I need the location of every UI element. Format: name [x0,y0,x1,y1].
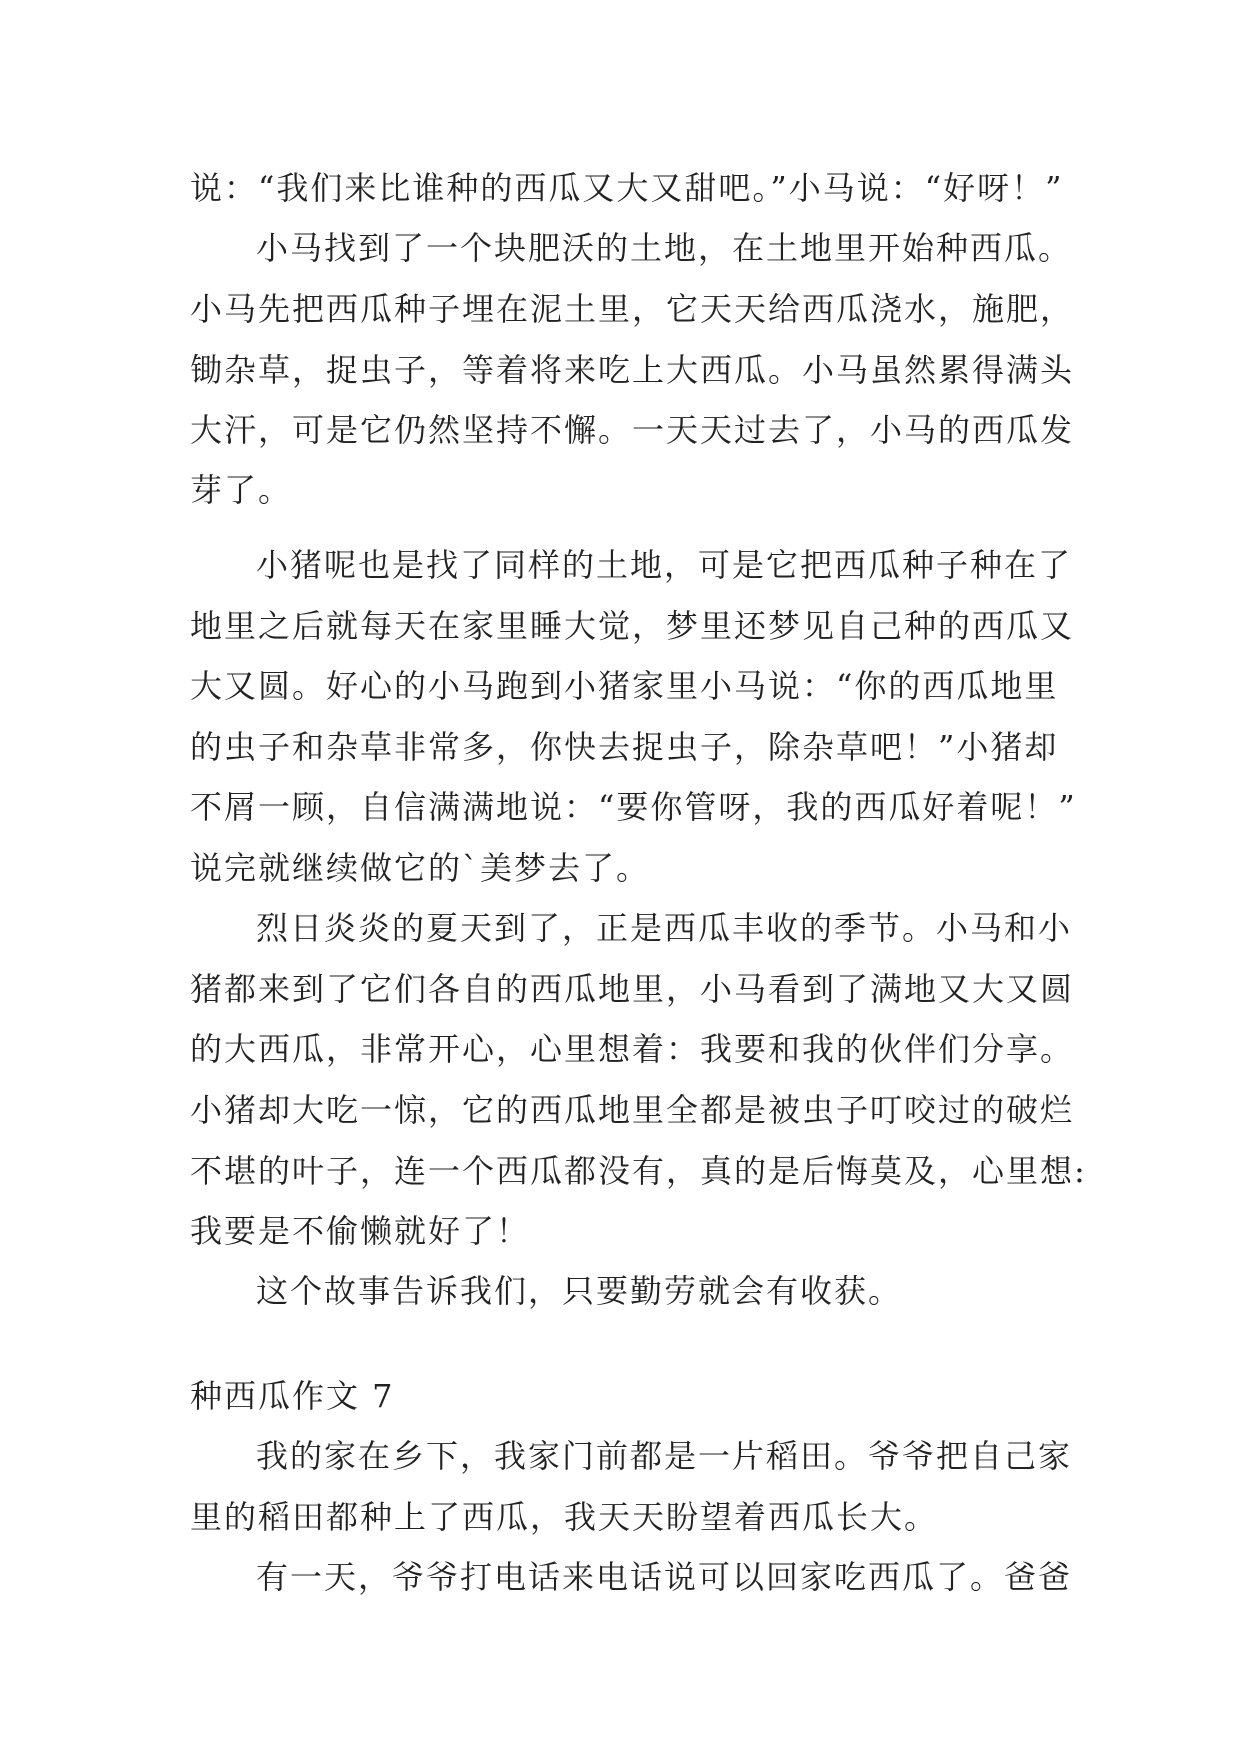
text-line: 说：“我们来比谁种的西瓜又大又甜吧。”小马说：“好呀！” [190,169,1064,207]
text-line: 里的稻田都种上了西瓜，我天天盼望着西瓜长大。 [190,1498,939,1536]
text-line: 大汗，可是它仍然坚持不懈。一天天过去了，小马的西瓜发 [190,411,1075,449]
text-line: 我要是不偷懒就好了！ [190,1212,531,1250]
paragraph-start-line: 小猪呢也是找了同样的土地，可是它把西瓜种子种在了 [256,546,1073,584]
text-line: 猪都来到了它们各自的西瓜地里，小马看到了满地又大又圆 [190,970,1075,1008]
text-line: 小马先把西瓜种子埋在泥土里，它天天给西瓜浇水，施肥， [190,290,1075,328]
paragraph-start-line: 我的家在乡下，我家门前都是一片稻田。爷爷把自己家 [256,1437,1073,1475]
text-line: 小猪却大吃一惊，它的西瓜地里全都是被虫子叮咬过的破烂 [190,1091,1075,1129]
text-line: 不屑一顾，自信满满地说：“要你管呀，我的西瓜好着呢！” [190,788,1077,826]
text-line: 地里之后就每天在家里睡大觉，梦里还梦见自己种的西瓜又 [190,607,1075,645]
paragraph-start-line: 小马找到了一个块肥沃的土地，在土地里开始种西瓜。 [256,229,1073,267]
text-line: 说完就继续做它的`美梦去了。 [190,849,651,887]
text-line: 的虫子和杂草非常多，你快去捉虫子，除杂草吧！”小猪却 [190,728,1059,766]
text-line: 不堪的叶子，连一个西瓜都没有，真的是后悔莫及，心里想: [190,1152,1087,1190]
text-line: 大又圆。好心的小马跑到小猪家里小马说：“你的西瓜地里 [190,667,1059,705]
section-heading: 种西瓜作文 7 [190,1377,395,1415]
text-line: 锄杂草，捉虫子，等着将来吃上大西瓜。小马虽然累得满头 [190,351,1075,389]
paragraph-start-line: 这个故事告诉我们，只要勤劳就会有收获。 [256,1272,903,1310]
text-line: 芽了。 [190,471,293,509]
text-line: 的大西瓜，非常开心，心里想着：我要和我的伙伴们分享。 [190,1030,1075,1068]
paragraph-start-line: 烈日炎炎的夏天到了，正是西瓜丰收的季节。小马和小 [256,909,1073,947]
paragraph-start-line: 有一天，爷爷打电话来电话说可以回家吃西瓜了。爸爸 [256,1558,1073,1596]
